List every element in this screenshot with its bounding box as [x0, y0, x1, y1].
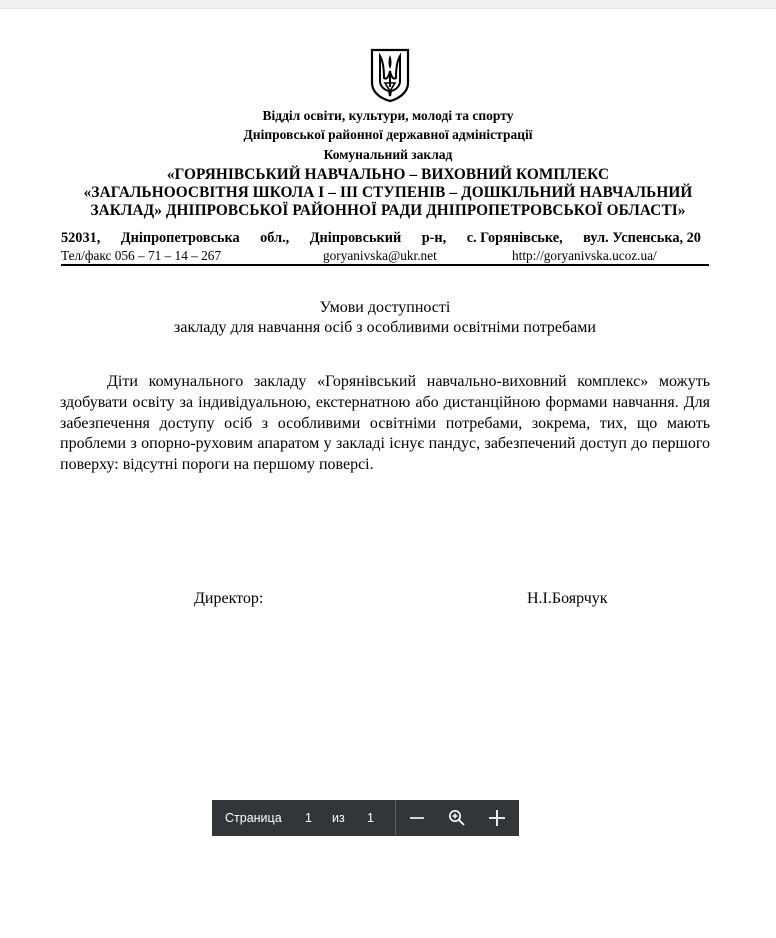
signature-role: Директор:	[194, 590, 264, 607]
address-part: обл.,	[260, 230, 290, 246]
zoom-fit-button[interactable]	[444, 806, 470, 830]
zoom-icon	[448, 809, 466, 827]
letterhead-administration: Дніпровської районної державної адміністрації	[243, 127, 533, 142]
page-label: Страница	[225, 811, 282, 825]
letterhead-school-name-2: «ЗАГАЛЬНООСВІТНЯ ШКОЛА І – ІІІ СТУПЕНІВ – ДОШКІЛЬНИЙ НАВЧАЛЬНИЙ	[83, 184, 693, 201]
document-title: Умови доступності	[319, 299, 451, 316]
minus-icon	[409, 810, 425, 826]
signature-name: Н.І.Боярчук	[527, 590, 608, 607]
address-part: Дніпропетровська	[120, 230, 240, 246]
coat-of-arms-icon	[369, 47, 411, 103]
zoom-out-button[interactable]	[404, 806, 430, 830]
page-of-label: из	[332, 811, 345, 825]
plus-icon	[488, 809, 506, 827]
document-page	[0, 8, 776, 938]
address-part: с. Горянівське,	[466, 230, 563, 246]
letterhead-institution-type: Комунальний заклад	[323, 147, 453, 162]
current-page-input[interactable]: 1	[305, 811, 312, 825]
viewer-top-strip	[0, 0, 776, 8]
letterhead-department: Відділ освіти, культури, молоді та спорту	[262, 108, 514, 123]
zoom-in-button[interactable]	[484, 806, 510, 830]
address-part: 52031,	[61, 230, 101, 246]
address-part: р-н,	[421, 230, 447, 246]
letterhead-contacts	[61, 248, 709, 266]
document-subtitle: закладу для навчання осіб з особливими освітніми потребами	[174, 319, 596, 336]
letterhead-school-name-3: ЗАКЛАД» ДНІПРОВСЬКОЇ РАЙОННОЇ РАДИ ДНІПРОПЕТРОВСЬКОЇ ОБЛАСТІ»	[90, 202, 686, 219]
document-paragraph: Діти комунального закладу «Горянівський навчально-виховний комплекс» можуть здобувати освіту за індивідуальною, екстернатною або дистанційною формами навчання. Для забезпечення доступу осіб з особливими освітніми потребами, зокрема, тих, що мають проблеми з опорно-руховим апаратом у закладі існує пандус, забезпечений доступ до першого поверху: відсутні пороги на першому поверсі.	[60, 373, 710, 474]
letterhead-school-name-1: «ГОРЯНІВСЬКИЙ НАВЧАЛЬНО – ВИХОВНИЙ КОМПЛЕКС	[166, 166, 610, 183]
phone-fax: Тел/факс 056 – 71 – 14 – 267	[61, 248, 222, 263]
address-part: вул. Успенська, 20	[583, 230, 701, 246]
letterhead-address	[61, 230, 701, 246]
address-part: Дніпровський	[309, 230, 402, 246]
toolbar-divider	[395, 800, 396, 836]
pdf-viewer-toolbar	[212, 800, 519, 836]
email-link[interactable]: goryanivska@ukr.net	[323, 248, 437, 263]
total-pages: 1	[367, 811, 374, 825]
website-link[interactable]: http://goryanivska.ucoz.ua/	[512, 248, 657, 263]
